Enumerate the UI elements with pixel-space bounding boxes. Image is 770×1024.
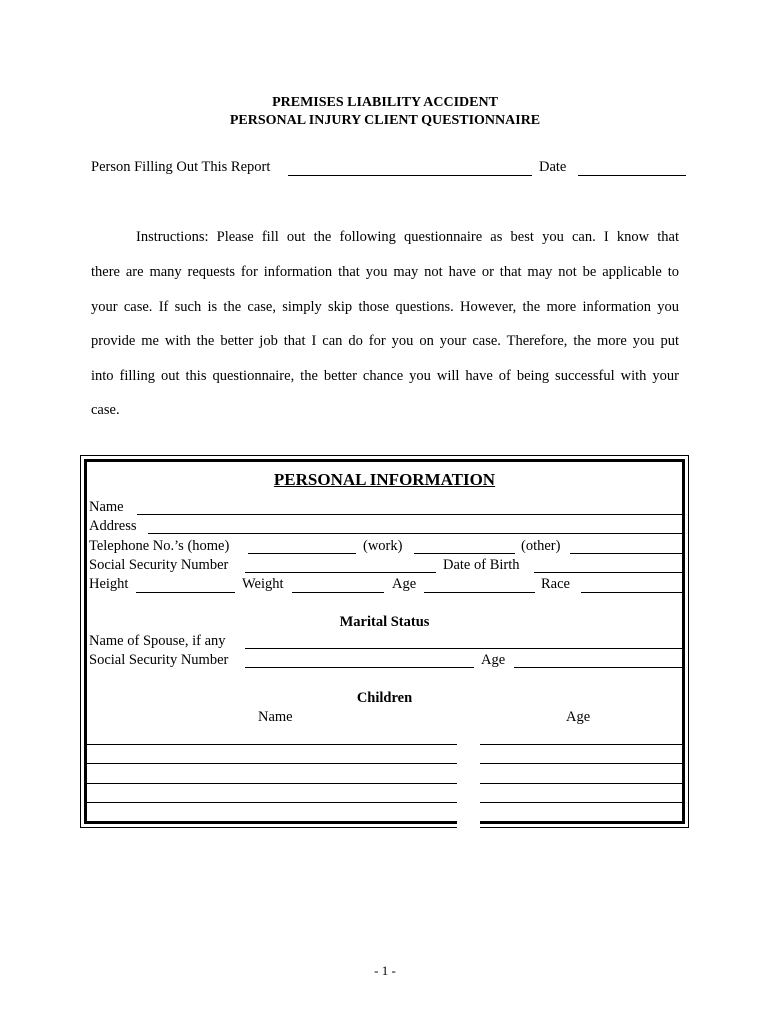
name-label: Name [89,499,124,515]
person-filling-field[interactable] [288,175,532,176]
phone-other-field[interactable] [570,553,685,554]
document-title-line1: PREMISES LIABILITY ACCIDENT [272,95,498,110]
spouse-age-label: Age [481,652,506,668]
personal-info-title: PERSONAL INFORMATION [273,470,496,489]
child-age-field[interactable] [480,744,685,745]
spouse-ssn-label: Social Security Number [89,652,229,668]
instructions-line: Instructions: Please fill out the following questionnaire as best you can. I know that [136,229,679,245]
phone-other-label: (other) [521,538,561,554]
dob-field[interactable] [534,572,685,573]
phone-home-label: Telephone No.’s (home) [89,538,230,554]
phone-home-field[interactable] [248,553,356,554]
spouse-name-label: Name of Spouse, if any [89,633,226,649]
instructions-line: your case. If such is the case, simply skip those questions. However, the more information you [91,299,679,315]
child-name-field[interactable] [84,763,457,764]
child-age-field[interactable] [480,783,685,784]
child-age-field[interactable] [480,802,685,803]
address-label: Address [89,518,137,534]
weight-field[interactable] [292,592,384,593]
page-number: - 1 - [374,963,396,978]
child-name-field[interactable] [84,744,457,745]
instructions-line: provide me with the better job that I can do for you on your case. Therefore, the more you put [91,333,679,349]
child-age-field[interactable] [480,763,685,764]
spouse-age-field[interactable] [514,667,685,668]
height-label: Height [89,576,129,592]
person-filling-label: Person Filling Out This Report [91,159,271,175]
document-title-line2: PERSONAL INJURY CLIENT QUESTIONNAIRE [229,113,541,128]
age-label: Age [392,576,417,592]
report-date-label: Date [539,159,567,175]
ssn-label: Social Security Number [89,557,229,573]
marital-status-title: Marital Status [339,614,430,630]
spouse-ssn-field[interactable] [245,667,474,668]
instructions-line: there are many requests for information that you may not have or that may not be applicable to [91,264,679,280]
name-field[interactable] [137,514,685,515]
spouse-name-field[interactable] [245,648,685,649]
phone-work-field[interactable] [414,553,515,554]
children-age-header: Age [566,709,591,725]
age-field[interactable] [424,592,535,593]
child-name-field[interactable] [84,783,457,784]
child-name-field[interactable] [84,802,457,803]
children-name-header: Name [258,709,293,725]
address-field[interactable] [148,533,685,534]
weight-label: Weight [242,576,284,592]
race-field[interactable] [581,592,685,593]
instructions-line: case. [91,402,120,418]
height-field[interactable] [136,592,235,593]
ssn-field[interactable] [245,572,436,573]
dob-label: Date of Birth [443,557,520,573]
box-border-gap [457,820,480,830]
report-date-field[interactable] [578,175,686,176]
instructions-line: into filling out this questionnaire, the better chance you will have of being successful with your [91,368,679,384]
phone-work-label: (work) [363,538,403,554]
children-title: Children [356,690,413,706]
race-label: Race [541,576,570,592]
